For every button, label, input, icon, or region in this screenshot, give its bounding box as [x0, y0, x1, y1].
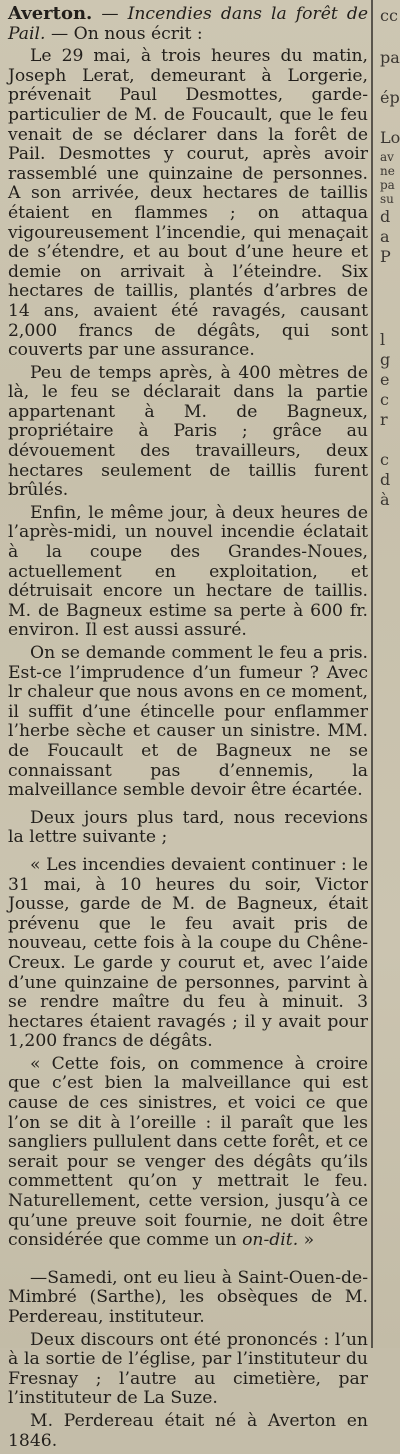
edge-fragment: av: [380, 150, 394, 164]
edge-fragment: ép: [380, 88, 400, 107]
edge-fragment: e: [380, 370, 390, 389]
article-paragraph-4: On se demande comment le feu a pris. Est-ce l’imprudence d’un fumeur ? Avec lr chaleur que nous avons en ce moment, il suffit d’une étincelle pour enflammer l’herbe sèche et causer un sinistre. MM. de Foucault et de Bagneux ne se connaissant pas d’ennemis, la malveillance semble devoir être écartée.: [8, 643, 368, 801]
article-column: [8, 4, 368, 1454]
article-intro: [8, 4, 368, 44]
edge-fragment: l: [380, 330, 386, 349]
article-paragraph-2: Peu de temps après, à 400 mètres de là, le feu se déclarait dans la partie appartenant à M. de Bagneux, propriétaire à Paris ; grâce au dévouement des travailleurs, deux hectares seulement de taillis furent brûlés.: [8, 362, 368, 501]
article-paragraph-3: Enfin, le même jour, à deux heures de l’après-midi, un nouvel incendie éclatait à la coupe des Grandes-Noues, actuellement en exploitation, et détruisait encore un hectare de taillis. M. de Bagneux estime sa perte à 600 fr. environ. Il est aussi assuré.: [8, 502, 368, 641]
article-paragraph-1: Le 29 mai, à trois heures du matin, Joseph Lerat, demeurant à Lorgerie, prévenait Paul Desmottes, garde-particulier de M. de Foucault, que le feu venait de se déclarer dans la forêt de Pail. Desmottes y courut, après avoir rassemblé une quinzaine de personnes. A son arrivée, deux hectares de taillis étaient en flammes ; on attaqua vigoureusement l’incendie, qui menaçait de s’étendre, et au bout d’une heure et demie on arrivait à l’éteindre. Six hectares de taillis, plantés d’arbres de 14 ans, avaient été ravagés, causant 2,000 francs de dégâts, qui sont couverts par une assurance.: [8, 46, 368, 361]
obituary-paragraph-2: Deux discours ont été prononcés : l’un à la sortie de l’église, par l’instituteur du Fresnay ; l’autre au cimetière, par l’instituteur de La Suze.: [8, 1329, 368, 1409]
letter-paragraph-2: [8, 1055, 368, 1251]
edge-fragment: d: [380, 470, 391, 489]
article-subheadline: Incendies dans la forêt de Pail.: [8, 4, 368, 44]
edge-fragment: r: [380, 410, 388, 429]
letter-paragraph-2-text: « Cette fois, on commence à croire que c’est bien la malveillance qui est cause de ces sinistres, et voici ce que l’on se dit à l’oreille : il paraît que les sangliers pullulent dans cette forêt, et ce serait pour se venger des dégâts qu’ils commettent qu’on y mettrait le feu. Naturellement, cette version, jusqu’à ce qu’une preuve soit fournie, ne doit être considérée que comme un: [8, 1053, 368, 1251]
ondit-text: on-dit.: [242, 1230, 299, 1251]
edge-fragment: pa: [380, 48, 400, 67]
article-paragraph-5: Deux jours plus tard, nous recevions la lettre suivante ;: [8, 807, 368, 848]
edge-fragment: cc: [380, 6, 398, 25]
article-headline: Averton.: [8, 3, 93, 24]
edge-fragment: c: [380, 450, 389, 469]
edge-fragment: c: [380, 390, 389, 409]
edge-fragment: pa: [380, 178, 395, 192]
edge-fragment: a: [380, 227, 390, 246]
headline-dash: —: [92, 4, 128, 24]
obituary-paragraph-1: —Samedi, ont eu lieu à Saint-Ouen-de-Mimbré (Sarthe), les obsèques de M. Perdereau, instituteur.: [8, 1267, 368, 1327]
column-rule: [371, 0, 373, 1348]
edge-fragment: P: [380, 247, 391, 266]
quote-close: »: [298, 1230, 315, 1251]
intro-rest: — On nous écrit :: [45, 23, 203, 44]
edge-fragment: ne: [380, 164, 395, 178]
edge-fragment: Lo: [380, 128, 400, 147]
edge-fragment: à: [380, 490, 390, 509]
obituary-paragraph-3: M. Perdereau était né à Averton en 1846.: [8, 1410, 368, 1451]
adjacent-column-edge: [378, 0, 400, 1348]
edge-fragment: d: [380, 207, 391, 226]
letter-paragraph-1: « Les incendies devaient continuer : le 31 mai, à 10 heures du soir, Victor Jousse, garde de M. de Bagneux, était prévenu que le feu avait pris de nouveau, cette fois à la coupe du Chêne-Creux. Le garde y courut et, avec l’aide d’une quinzaine de personnes, parvint à se rendre maître du feu à minuit. 3 hectares étaient ravagés ; il y avait pour 1,200 francs de dégâts.: [8, 854, 368, 1052]
edge-fragment: su: [380, 192, 394, 206]
edge-fragment: g: [380, 350, 391, 369]
